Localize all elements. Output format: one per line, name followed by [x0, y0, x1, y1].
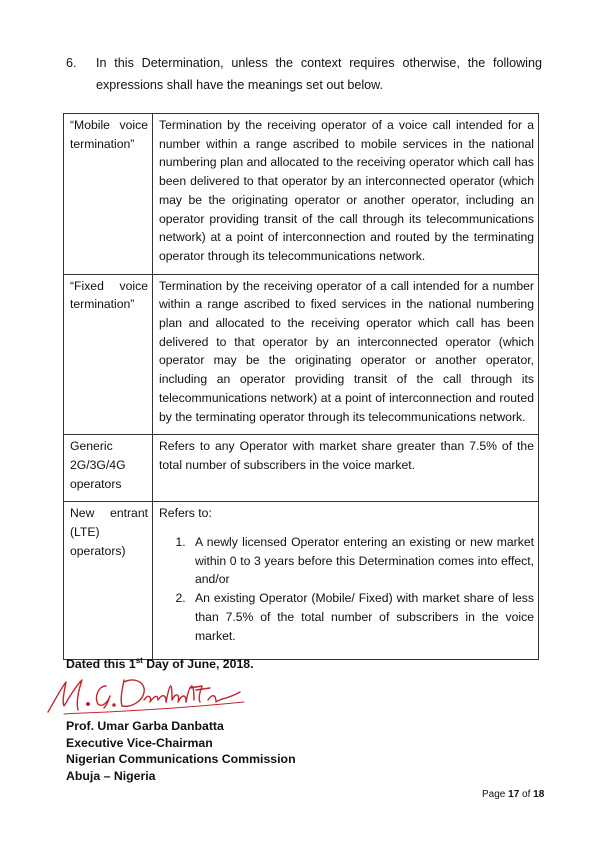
term-fixed-voice-termination: “Fixed voice termination”	[64, 274, 153, 435]
term-new-entrant-operators: New entrant (LTE) operators)	[64, 502, 153, 660]
definitions-table	[63, 113, 539, 660]
page-number	[482, 789, 544, 800]
definition-new-entrant-operators	[153, 502, 539, 660]
definition-fixed-voice-termination: Termination by the receiving operator of a call intended for a number within a range ascribed to fixed services in the national numbering plan and allocated to the receiving operator which call has been delivered to that operator by an interconnected operator (which operator may be the originating operator or another operator, including an operator providing transit of the call through its telecommunications network) at a point of interconnection and routed by the terminating operator through its telecommunications network.	[153, 274, 539, 435]
current-page: 17	[508, 789, 520, 800]
term-mobile-voice-termination: “Mobile voice termination”	[64, 114, 153, 275]
list-item: 2. An existing Operator (Mobile/ Fixed) with market share of less than 7.5% of the total number of subscribers in the voice market.	[189, 589, 534, 645]
signatory-name: Prof. Umar Garba Danbatta	[66, 719, 224, 733]
total-pages: 18	[533, 789, 545, 800]
definition-mobile-voice-termination: Termination by the receiving operator of a voice call intended for a number within a range ascribed to mobile services in the national numbering plan and allocated to the receiving operator which call has been delivered to that operator by an interconnected operator (which may be the originating operator or another operator, including an operator providing transit of the call through its telecommunications network) at a point of interconnection and routed by the terminating operator through its telecommunications network.	[153, 114, 539, 275]
term-generic-operators: Generic 2G/3G/4G operators	[64, 435, 153, 502]
dated-suffix: Day of June, 2018.	[142, 657, 254, 672]
signatory-title: Executive Vice-Chairman	[66, 735, 213, 750]
clause-text: In this Determination, unless the context requires otherwise, the following expressions shall have the meanings set out below.	[96, 56, 542, 92]
definition-list	[159, 533, 534, 645]
page-word: Page	[482, 789, 506, 800]
dated-line	[66, 656, 254, 671]
definition-intro: Refers to:	[159, 506, 212, 521]
table-row	[64, 114, 539, 275]
signatory-block	[66, 718, 296, 784]
dated-ordinal: st	[135, 656, 143, 665]
definition-generic-operators: Refers to any Operator with market share greater than 7.5% of the total number of subscribers in the voice market.	[153, 435, 539, 502]
table-row	[64, 274, 539, 435]
signatory-organization: Nigerian Communications Commission	[66, 752, 296, 766]
handwritten-signature	[44, 672, 254, 720]
of-word: of	[522, 789, 531, 800]
clause-number: 6.	[66, 56, 77, 70]
list-item: 1. A newly licensed Operator entering an existing or new market within 0 to 3 years before this Determination comes into effect, and/or	[189, 533, 534, 589]
signatory-location: Abuja – Nigeria	[66, 768, 156, 783]
table-row	[64, 502, 539, 660]
dated-prefix: Dated this 1	[66, 657, 136, 672]
table-row	[64, 435, 539, 502]
